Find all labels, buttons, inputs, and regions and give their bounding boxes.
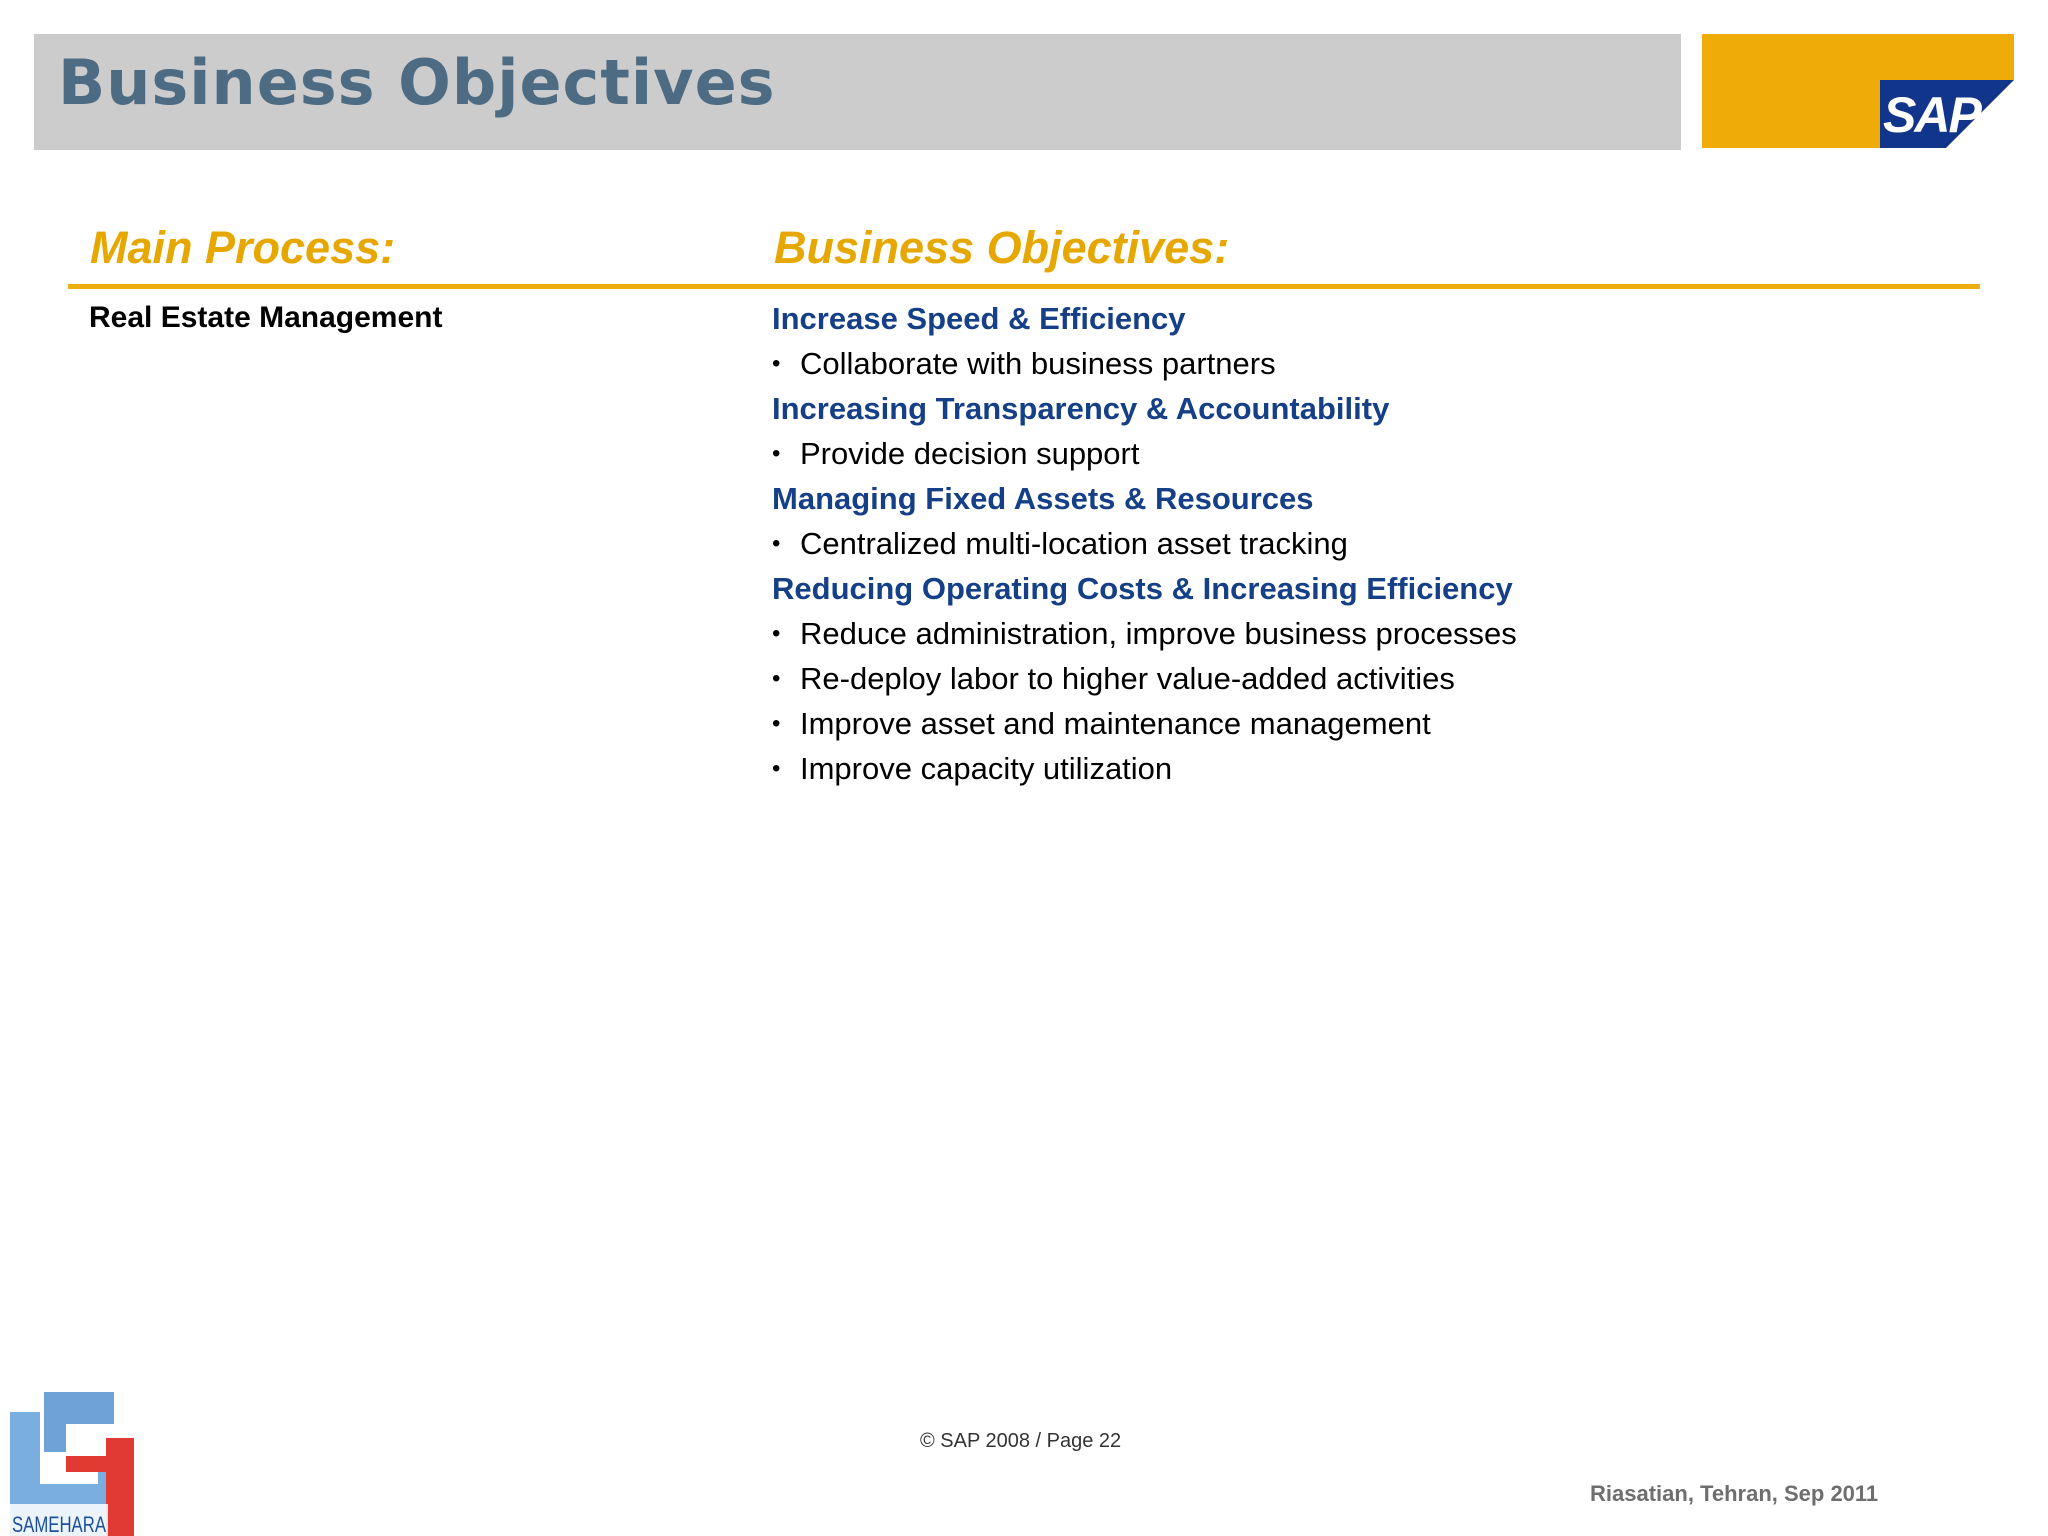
bullet-icon: •	[772, 665, 781, 692]
bullet-icon: •	[772, 620, 781, 647]
objective-heading: Reducing Operating Costs & Increasing Efficiency	[772, 571, 1513, 606]
objective-heading: Managing Fixed Assets & Resources	[772, 481, 1314, 516]
objective-bullet	[772, 431, 1952, 476]
sap-logo-text: SAP	[1883, 87, 1980, 143]
objective-bullet-text: Reduce administration, improve business processes	[800, 616, 1517, 651]
objective-bullet	[772, 656, 1952, 701]
objective-bullet-text: Centralized multi-location asset tracking	[800, 526, 1348, 561]
objective-bullet	[772, 521, 1952, 566]
objective-heading: Increasing Transparency & Accountability	[772, 391, 1390, 426]
main-process-heading: Main Process:	[90, 222, 396, 273]
header-divider	[68, 284, 1980, 289]
sap-logo	[1880, 80, 2014, 148]
bullet-icon: •	[772, 530, 781, 557]
samehara-logo-text: SAMEHARA	[12, 1512, 107, 1536]
objectives-list	[772, 296, 1952, 791]
bullet-icon: •	[772, 710, 781, 737]
samehara-logo	[10, 1392, 134, 1536]
objective-bullet-text: Re-deploy labor to higher value-added activities	[800, 661, 1455, 696]
objective-bullet	[772, 746, 1952, 791]
objective-bullet	[772, 341, 1952, 386]
copyright-page-footer: © SAP 2008 / Page 22	[920, 1430, 1122, 1452]
objective-bullet	[772, 611, 1952, 656]
objective-bullet-text: Improve capacity utilization	[800, 751, 1173, 786]
business-objectives-heading: Business Objectives:	[774, 222, 1230, 273]
main-process-name: Real Estate Management	[89, 301, 443, 334]
bullet-icon: •	[772, 440, 781, 467]
objective-heading: Increase Speed & Efficiency	[772, 301, 1186, 336]
objective-bullet	[772, 701, 1952, 746]
objective-bullet-text: Provide decision support	[800, 436, 1140, 471]
slide-title: Business Objectives	[58, 46, 776, 119]
bullet-icon: •	[772, 755, 781, 782]
bullet-icon: •	[772, 350, 781, 377]
objective-bullet-text: Improve asset and maintenance management	[800, 706, 1431, 741]
objective-bullet-text: Collaborate with business partners	[800, 346, 1276, 381]
author-footer: Riasatian, Tehran, Sep 2011	[1590, 1481, 1879, 1506]
